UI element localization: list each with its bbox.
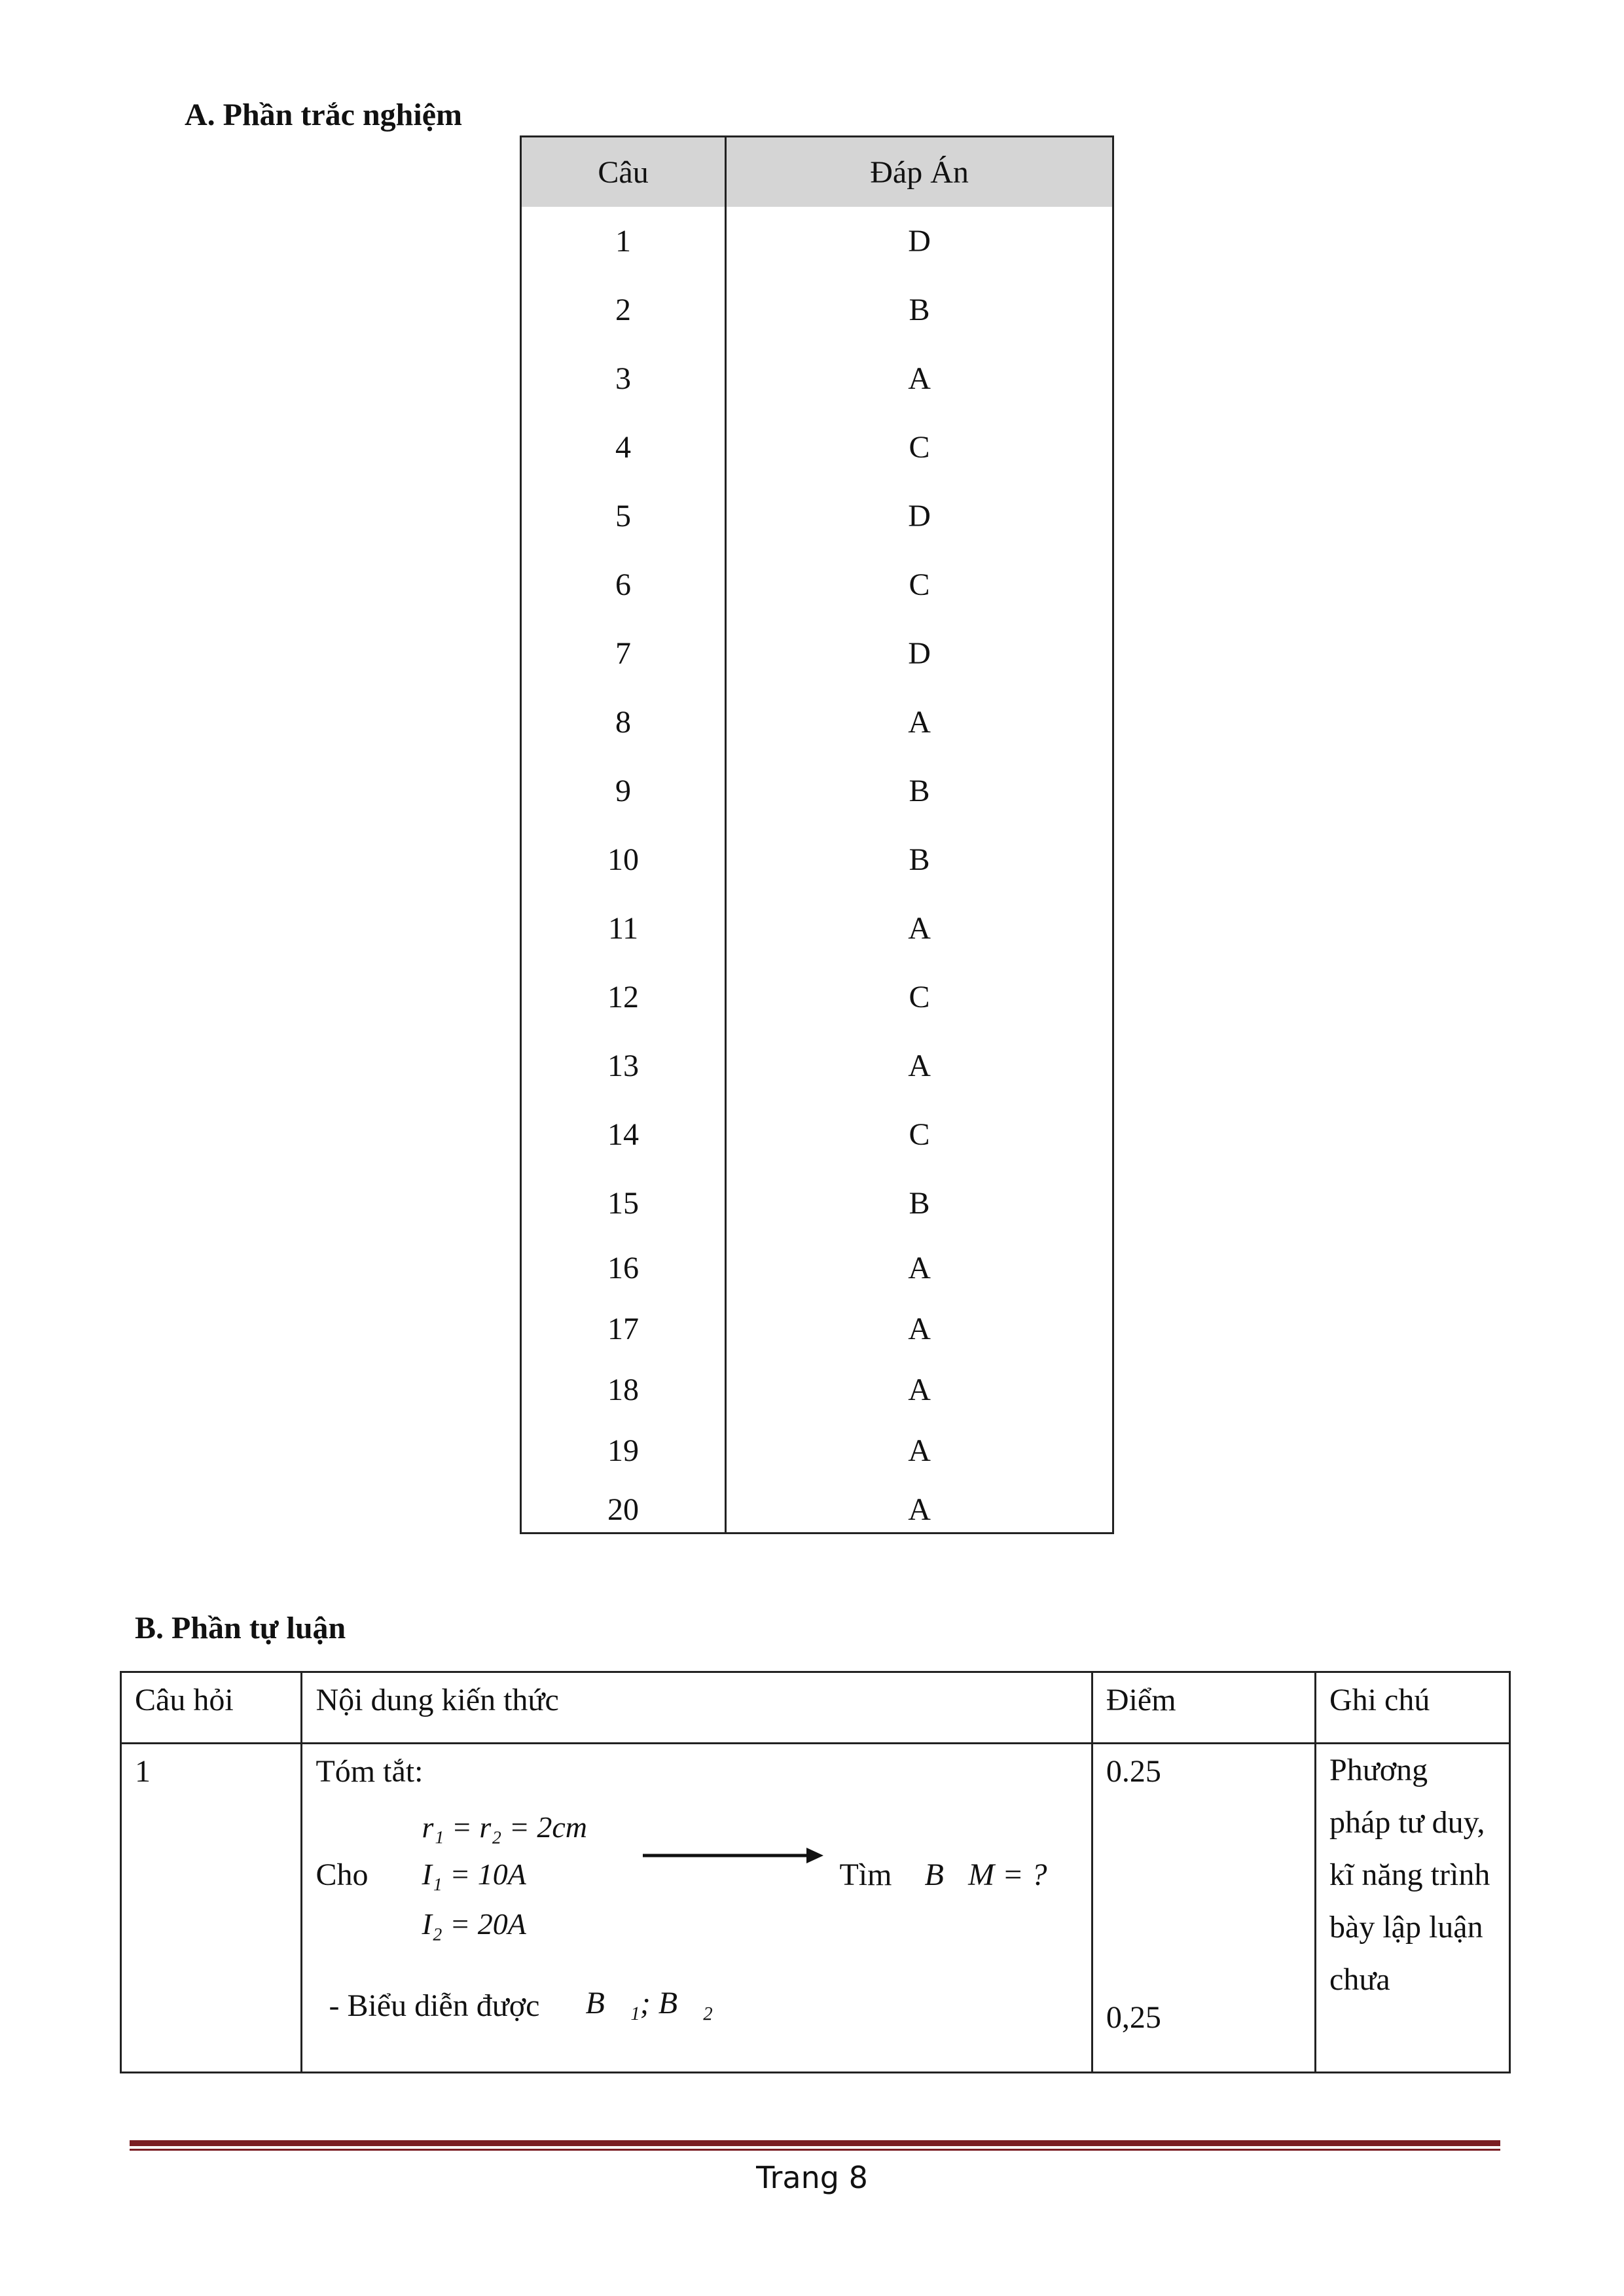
answer-row [521, 757, 1113, 825]
answer-cell: C [726, 1100, 1113, 1169]
answer-row [521, 1359, 1113, 1420]
header-question: Câu [521, 137, 726, 207]
question-number-cell: 15 [521, 1169, 726, 1238]
question-number-cell: 11 [521, 894, 726, 963]
content-cell [302, 1744, 1092, 2073]
page-number: Trang 8 [756, 2160, 868, 2195]
answer-row [521, 894, 1113, 963]
section-a-heading: A. Phần trắc nghiệm [185, 98, 462, 132]
score-first: 0.25 [1106, 1754, 1161, 1789]
question-number-cell: 20 [521, 1481, 726, 1534]
answer-cell: A [726, 1031, 1113, 1100]
answer-cell: B [726, 757, 1113, 825]
answer-cell: A [726, 1238, 1113, 1299]
answer-row [521, 482, 1113, 550]
note-text: Phương pháp tư duy, kĩ năng trình bày lập luận chưa [1329, 1753, 1490, 1997]
arrow-icon [643, 1842, 826, 1869]
answer-row [521, 207, 1113, 276]
answer-cell: A [726, 894, 1113, 963]
answer-cell: D [726, 619, 1113, 688]
header-question-number: Câu hỏi [121, 1672, 302, 1744]
find-label: Tìm [839, 1857, 892, 1892]
question-number-cell: 12 [521, 963, 726, 1031]
answer-row [521, 1031, 1113, 1100]
answer-row [521, 1299, 1113, 1359]
answer-row [521, 1481, 1113, 1534]
essay-table [120, 1671, 1511, 2073]
section-b-heading: B. Phần tự luận [135, 1611, 346, 1645]
answer-cell: C [726, 413, 1113, 482]
header-note: Ghi chú [1316, 1672, 1510, 1744]
question-number-cell: 16 [521, 1238, 726, 1299]
equation-radius: r₁ = r₂ = 2cm [422, 1810, 587, 1844]
answer-cell: D [726, 482, 1113, 550]
answer-cell: A [726, 1359, 1113, 1420]
represent-expression: B⃗₁; B⃗₂ [585, 1986, 713, 2020]
answer-row [521, 276, 1113, 344]
answer-cell: A [726, 1420, 1113, 1481]
score-cell [1092, 1744, 1315, 2073]
answer-cell: A [726, 688, 1113, 757]
question-number-cell: 1 [521, 207, 726, 276]
answer-row [521, 1100, 1113, 1169]
answer-cell: B [726, 1169, 1113, 1238]
answer-cell: B [726, 276, 1113, 344]
answer-table [520, 135, 1114, 1534]
question-number-cell: 9 [521, 757, 726, 825]
question-number-cell: 7 [521, 619, 726, 688]
question-number-cell: 2 [521, 276, 726, 344]
footer-rule-thin [130, 2149, 1500, 2151]
question-number-cell: 10 [521, 825, 726, 894]
header-score: Điểm [1092, 1672, 1315, 1744]
answer-row [521, 688, 1113, 757]
question-number-cell: 17 [521, 1299, 726, 1359]
answer-row [521, 550, 1113, 619]
find-expression: B⃗M = ? [924, 1857, 1047, 1892]
answer-cell: C [726, 963, 1113, 1031]
equation-current-2: I₂ = 20A [422, 1907, 526, 1941]
question-number-cell: 5 [521, 482, 726, 550]
given-label: Cho [316, 1857, 369, 1892]
answer-cell: A [726, 344, 1113, 413]
question-number-cell: 14 [521, 1100, 726, 1169]
header-content: Nội dung kiến thức [302, 1672, 1092, 1744]
answer-row [521, 1238, 1113, 1299]
answer-cell: B [726, 825, 1113, 894]
answer-table-header [521, 137, 1113, 207]
equation-current-1: I₁ = 10A [422, 1857, 526, 1891]
answer-cell: D [726, 207, 1113, 276]
answer-cell: C [726, 550, 1113, 619]
answer-row [521, 619, 1113, 688]
note-cell [1316, 1744, 1510, 2073]
answer-row [521, 963, 1113, 1031]
answer-row [521, 344, 1113, 413]
question-number-cell: 6 [521, 550, 726, 619]
essay-row [121, 1744, 1510, 2073]
question-number-cell: 8 [521, 688, 726, 757]
header-answer: Đáp Án [726, 137, 1113, 207]
footer-rule-thick [130, 2140, 1500, 2146]
answer-cell: A [726, 1299, 1113, 1359]
question-number-cell: 4 [521, 413, 726, 482]
answer-row [521, 825, 1113, 894]
question-number-cell: 19 [521, 1420, 726, 1481]
score-second: 0,25 [1106, 2000, 1161, 2035]
answer-cell: A [726, 1481, 1113, 1534]
question-number-cell: 18 [521, 1359, 726, 1420]
represent-label: - Biểu diễn được [329, 1988, 540, 2023]
answer-row [521, 1420, 1113, 1481]
question-number: 1 [121, 1744, 302, 2073]
essay-table-header [121, 1672, 1510, 1744]
summary-label: Tóm tắt: [316, 1754, 424, 1789]
question-number-cell: 3 [521, 344, 726, 413]
answer-row [521, 413, 1113, 482]
answer-row [521, 1169, 1113, 1238]
question-number-cell: 13 [521, 1031, 726, 1100]
